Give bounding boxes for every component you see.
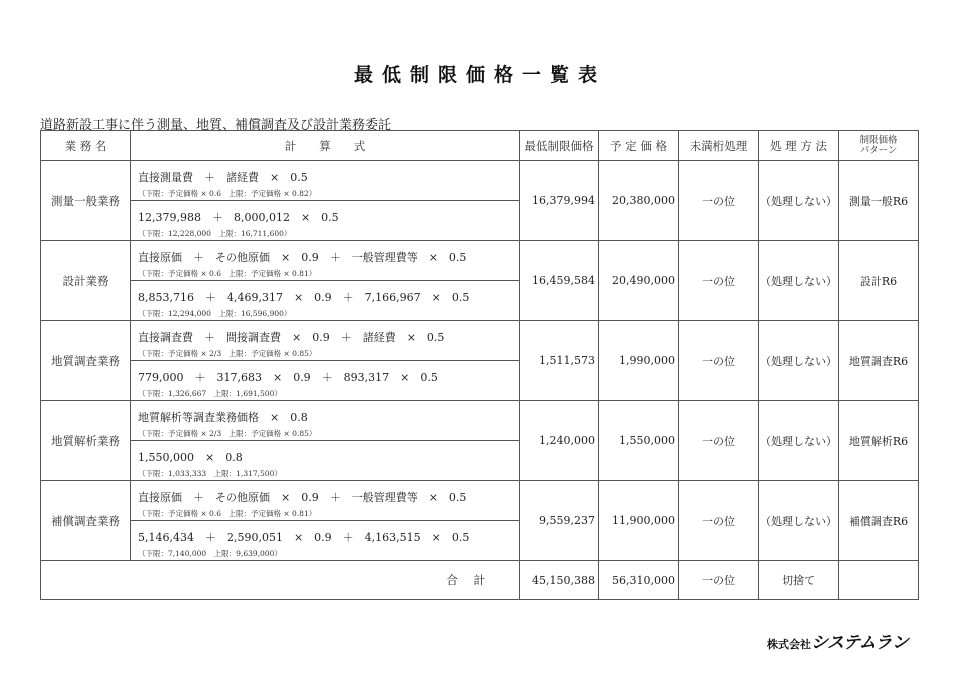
- calc-limits: （下限：1,326,667 上限：1,691,500）: [138, 389, 282, 398]
- formula-text: 直接調査費 ＋ 間接調査費 × 0.9 ＋ 諸経費 × 0.5: [138, 331, 445, 344]
- calc-text: 12,379,988 ＋ 8,000,012 × 0.5: [138, 211, 339, 224]
- row-rounding: 一の位: [679, 241, 759, 321]
- formula-text: 直接原価 ＋ その他原価 × 0.9 ＋ 一般管理費等 × 0.5: [138, 251, 467, 264]
- row-rounding: 一の位: [679, 401, 759, 481]
- header-pattern-line2: パターン: [859, 144, 898, 156]
- calc-limits: （下限：12,228,000 上限：16,711,600）: [138, 229, 292, 238]
- row-pattern: 地質調査R6: [839, 321, 919, 401]
- header-rounding: 未満桁処理: [679, 131, 759, 161]
- row-formula: [131, 401, 520, 441]
- row-min-price: 1,511,573: [520, 321, 599, 401]
- header-method: 処 理 方 法: [759, 131, 839, 161]
- row-min-price: 1,240,000: [520, 401, 599, 481]
- header-planned-price: 予 定 価 格: [599, 131, 679, 161]
- calc-limits: （下限：1,033,333 上限：1,317,500）: [138, 469, 282, 478]
- formula-text: 直接測量費 ＋ 諸経費 × 0.5: [138, 171, 308, 184]
- row-planned-price: 20,490,000: [599, 241, 679, 321]
- row-name: 地質調査業務: [41, 321, 131, 401]
- row-pattern: 補償調査R6: [839, 481, 919, 561]
- row-formula: [131, 161, 520, 201]
- row-name: 測量一般業務: [41, 161, 131, 241]
- row-method: （処理しない）: [759, 321, 839, 401]
- row-min-price: 16,379,994: [520, 161, 599, 241]
- page-title: 最低制限価格一覧表: [353, 64, 606, 86]
- formula-limits: （下限：予定価格 × 2/3 上限：予定価格 × 0.85）: [138, 429, 317, 438]
- row-calc: [131, 281, 520, 321]
- header-formula: 計 算 式: [131, 131, 520, 161]
- row-rounding: 一の位: [679, 481, 759, 561]
- table-row: [41, 401, 919, 441]
- formula-text: 地質解析等調査業務価格 × 0.8: [138, 411, 308, 424]
- total-method: 切捨て: [759, 561, 839, 600]
- row-method: （処理しない）: [759, 241, 839, 321]
- table-header-row: [41, 131, 919, 161]
- row-method: （処理しない）: [759, 481, 839, 561]
- formula-limits: （下限：予定価格 × 0.6 上限：予定価格 × 0.82）: [138, 189, 317, 198]
- total-rounding: 一の位: [679, 561, 759, 600]
- table-row: [41, 321, 919, 361]
- row-rounding: 一の位: [679, 321, 759, 401]
- row-method: （処理しない）: [759, 161, 839, 241]
- table-row: [41, 161, 919, 201]
- row-calc: [131, 441, 520, 481]
- header-pattern: [839, 131, 919, 161]
- total-planned-price: 56,310,000: [599, 561, 679, 600]
- row-pattern: 設計R6: [839, 241, 919, 321]
- row-rounding: 一の位: [679, 161, 759, 241]
- calc-text: 5,146,434 ＋ 2,590,051 × 0.9 ＋ 4,163,515 × 0.5: [138, 531, 470, 544]
- total-pattern: [839, 561, 919, 600]
- row-pattern: 測量一般R6: [839, 161, 919, 241]
- row-planned-price: 1,990,000: [599, 321, 679, 401]
- row-calc: [131, 361, 520, 401]
- calc-text: 779,000 ＋ 317,683 × 0.9 ＋ 893,317 × 0.5: [138, 371, 438, 384]
- document-subtitle: 道路新設工事に伴う測量、地質、補償調査及び設計業務委託: [40, 118, 392, 133]
- formula-limits: （下限：予定価格 × 0.6 上限：予定価格 × 0.81）: [138, 269, 317, 278]
- row-planned-price: 20,380,000: [599, 161, 679, 241]
- company-name: システムラン: [811, 633, 909, 653]
- row-calc: [131, 201, 520, 241]
- company-prefix: 株式会社: [767, 638, 811, 651]
- header-name: 業 務 名: [41, 131, 131, 161]
- row-planned-price: 1,550,000: [599, 401, 679, 481]
- row-formula: [131, 241, 520, 281]
- row-name: 地質解析業務: [41, 401, 131, 481]
- row-name: 設計業務: [41, 241, 131, 321]
- row-calc: [131, 521, 520, 561]
- row-method: （処理しない）: [759, 401, 839, 481]
- total-min-price: 45,150,388: [520, 561, 599, 600]
- row-formula: [131, 481, 520, 521]
- row-planned-price: 11,900,000: [599, 481, 679, 561]
- calc-text: 8,853,716 ＋ 4,469,317 × 0.9 ＋ 7,166,967 × 0.5: [138, 291, 470, 304]
- row-pattern: 地質解析R6: [839, 401, 919, 481]
- table-row: [41, 481, 919, 521]
- header-pattern-line1: 制限価格: [859, 134, 898, 146]
- calc-limits: （下限：7,140,000 上限：9,639,000）: [138, 549, 282, 558]
- row-min-price: 16,459,584: [520, 241, 599, 321]
- calc-limits: （下限：12,294,000 上限：16,596,900）: [138, 309, 292, 318]
- row-formula: [131, 321, 520, 361]
- total-label: 合 計: [41, 561, 520, 600]
- header-min-price: 最低制限価格: [520, 131, 599, 161]
- min-price-table: [40, 130, 919, 600]
- row-min-price: 9,559,237: [520, 481, 599, 561]
- table-row: [41, 241, 919, 281]
- total-row: [41, 561, 919, 600]
- formula-text: 直接原価 ＋ その他原価 × 0.9 ＋ 一般管理費等 × 0.5: [138, 491, 467, 504]
- company-logo: [767, 628, 908, 653]
- formula-limits: （下限：予定価格 × 0.6 上限：予定価格 × 0.81）: [138, 509, 317, 518]
- formula-limits: （下限：予定価格 × 2/3 上限：予定価格 × 0.85）: [138, 349, 317, 358]
- row-name: 補償調査業務: [41, 481, 131, 561]
- calc-text: 1,550,000 × 0.8: [138, 451, 243, 464]
